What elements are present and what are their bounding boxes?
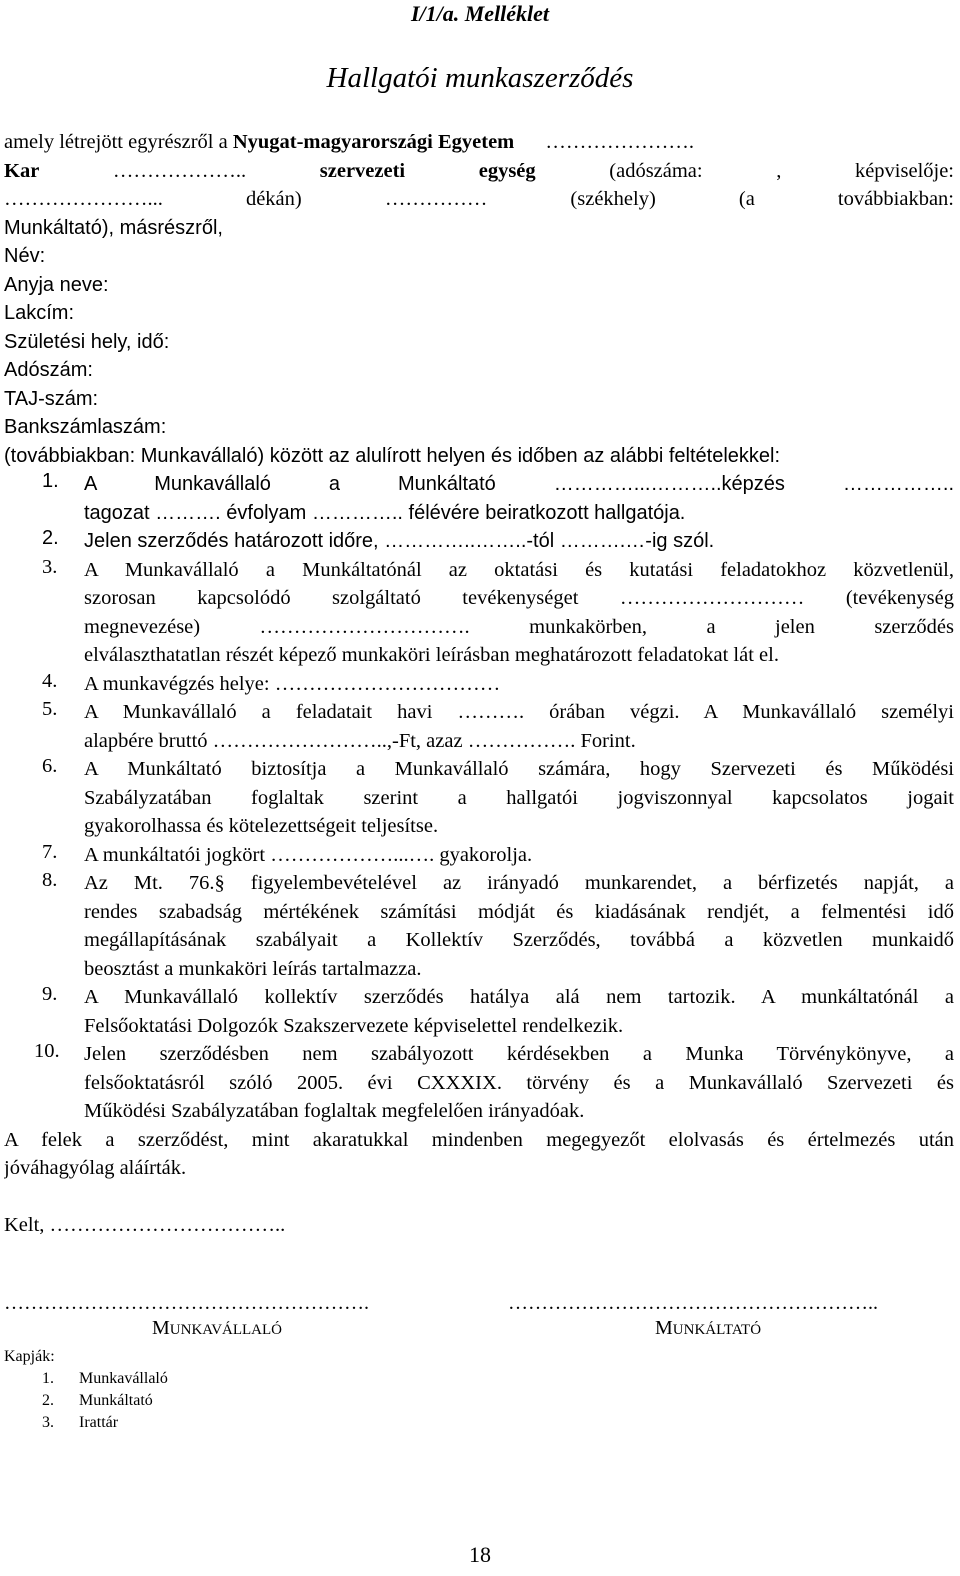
- employee-signature-label: [152, 1317, 282, 1340]
- clause-line: felsőoktatásról szóló 2005. évi CXXXIX. törvény és a Munkavállaló Szervezeti és: [84, 1071, 954, 1094]
- employer-signature-line: ………………………………………………..: [508, 1292, 878, 1314]
- recipient-label: Munkáltató: [79, 1392, 153, 1409]
- clause-line: megnevezése) …………………………. munkakörben, a jelen szerződés: [84, 615, 954, 638]
- clause-line: A Munkavállaló a Munkáltató …………...………..képzés ……………..: [84, 473, 954, 495]
- kepviseloje-label: , képviselője:: [776, 159, 954, 182]
- clause-line: Szabályzatában foglaltak szerint a hallgatói jogviszonnyal kapcsolatos jogait: [84, 786, 954, 809]
- dekan-fill: …………………... dékán): [4, 188, 302, 210]
- field-taj-szam: TAJ-szám:: [4, 387, 99, 410]
- clause-3: [4, 556, 954, 670]
- clause-9: [4, 983, 954, 1040]
- clause-7: [4, 841, 954, 870]
- fill-in-dots: ………………….: [545, 131, 695, 153]
- employer-signature-label: [655, 1317, 761, 1340]
- clause-line: A Munkavállaló a feladatait havi ………. órában végzi. A Munkavállaló személyi: [84, 701, 954, 723]
- clause-1: [4, 470, 954, 527]
- annex-label: I/1/a. Melléklet: [410, 1, 550, 26]
- intro-line-3: [4, 185, 954, 214]
- clause-5: [4, 698, 954, 755]
- clause-line: beosztást a munkaköri leírás tartalmazza.: [84, 957, 422, 980]
- clause-number: 1.: [42, 470, 59, 492]
- employee-signature-line: ……………………………………………….: [4, 1292, 369, 1314]
- clause-number: 7.: [42, 840, 58, 863]
- clause-line: gyakorolhassa és kötelezettségeit teljesítse.: [84, 815, 439, 837]
- field-bankszamlaszam: Bankszámlaszám:: [4, 416, 167, 438]
- clause-line: Az Mt. 76.§ figyelembevételével az irányadó munkarendet, a bérfizetés napját, a: [84, 872, 954, 894]
- clause-number: 9.: [42, 983, 58, 1005]
- clause-line: rendes szabadság mértékének számítási módját és kiadásának rendjét, a felmentési idő: [84, 900, 954, 923]
- clause-line: A Munkavállaló a Munkáltatónál az oktatási és kutatási feladatokhoz közvetlenül,: [84, 558, 954, 581]
- recipient-label: Munkavállaló: [79, 1370, 168, 1387]
- closing-line: A felek a szerződést, mint akaratukkal mindenben megegyezőt elolvasás és értelmezés után: [4, 1128, 954, 1151]
- kar-label: Kar: [4, 159, 40, 182]
- intro-line-1: [4, 128, 954, 157]
- recipient-item: [4, 1390, 168, 1412]
- university-name: Nyugat-magyarországi Egyetem: [232, 131, 515, 153]
- clause-6: [4, 755, 954, 841]
- intro-text: amely létrejött egyrészről a: [4, 131, 233, 153]
- adoszam-label: (adószáma:: [609, 159, 703, 182]
- kelt-line: Kelt, ……………………………..: [4, 1213, 286, 1236]
- clause-4: [4, 670, 954, 699]
- conditions-line: (továbbiakban: Munkavállaló) között az alulírott helyen és időben az alábbi feltételekkel:: [4, 444, 781, 467]
- clause-line: A munkáltatói jogkört ………………...…. gyakorolja.: [84, 843, 533, 866]
- label-rest: UNKAVÁLLALÓ: [169, 1322, 283, 1338]
- recipient-item: [4, 1368, 168, 1390]
- spacer: [4, 1183, 954, 1211]
- field-lakcim: Lakcím:: [4, 302, 75, 324]
- szekhely-fill: …………… (székhely) (a továbbiakban:: [384, 188, 954, 210]
- recipient-label: Irattár: [79, 1414, 119, 1431]
- clause-number: 5.: [42, 698, 58, 720]
- contract-body: [4, 128, 954, 1239]
- clause-line: tagozat ………. évfolyam ………….. félévére beiratkozott hallgatója.: [84, 501, 686, 524]
- field-adoszam: Adószám:: [4, 359, 93, 381]
- field-szuletesi-hely: Születési hely, idő:: [4, 330, 170, 353]
- clause-line: A munkavégzés helye: ……………………………: [84, 672, 501, 695]
- recipient-number: 3.: [42, 1414, 54, 1431]
- page-number: 18: [469, 1542, 491, 1567]
- clause-line: Jelen szerződésben nem szabályozott kérdésekben a Munka Törvénykönyve, a: [84, 1043, 954, 1065]
- recipient-number: 2.: [42, 1392, 54, 1409]
- intro-line-2: [4, 157, 954, 186]
- clause-line: A Munkavállaló kollektív szerződés hatálya alá nem tartozik. A munkáltatónál a: [84, 986, 954, 1008]
- clause-number: 10.: [34, 1040, 60, 1062]
- clause-line: alapbére bruttó ……………………..,-Ft, azaz ……………. Forint.: [84, 729, 636, 752]
- szervezeti-egyseg-label: szervezeti egység: [319, 159, 536, 182]
- clause-number: 2.: [42, 527, 59, 549]
- clause-10: [4, 1040, 954, 1126]
- clause-line: Felsőoktatási Dolgozók Szakszervezete képviselettel rendelkezik.: [84, 1014, 624, 1037]
- clause-line: A Munkáltató biztosítja a Munkavállaló számára, hogy Szervezeti és Működési: [84, 758, 954, 780]
- clause-number: 3.: [42, 555, 58, 578]
- clause-number: 8.: [42, 869, 58, 891]
- recipient-item: [4, 1412, 168, 1434]
- clause-line: elválaszthatatlan részét képező munkaköri leírásban meghatározott feladatokat lát el.: [84, 644, 779, 666]
- fill-in-dots: ………………..: [112, 159, 320, 182]
- clause-line: Működési Szabályzatában foglaltak megfelelően irányadóak.: [84, 1100, 585, 1122]
- field-nev: Név:: [4, 245, 46, 267]
- intro-line-4: Munkáltató), másrészről,: [4, 216, 223, 239]
- clause-line: Jelen szerződés határozott időre, …………..……..-tól ……….…-ig szól.: [84, 530, 715, 552]
- clause-number: 6.: [42, 755, 58, 777]
- label-initial: M: [152, 1317, 170, 1339]
- document-title: Hallgatói munkaszerződés: [326, 62, 634, 94]
- clause-number: 4.: [42, 669, 58, 692]
- clause-line: szorosan kapcsolódó szolgáltató tevékenységet ……………………… (tevékenység: [84, 587, 954, 609]
- label-initial: M: [655, 1317, 673, 1339]
- recipient-number: 1.: [42, 1370, 54, 1387]
- clause-8: [4, 869, 954, 983]
- clause-2: [4, 527, 954, 556]
- recipients-list: [4, 1346, 168, 1434]
- recipients-title: Kapják:: [4, 1348, 55, 1365]
- clause-line: megállapításának szabályait a Kollektív Szerződés, továbbá a közvetlen munkaidő: [84, 929, 954, 951]
- label-rest: UNKÁLTATÓ: [672, 1322, 762, 1338]
- field-anyja-neve: Anyja neve:: [4, 273, 109, 296]
- closing-line: jóváhagyólag aláírták.: [4, 1157, 187, 1179]
